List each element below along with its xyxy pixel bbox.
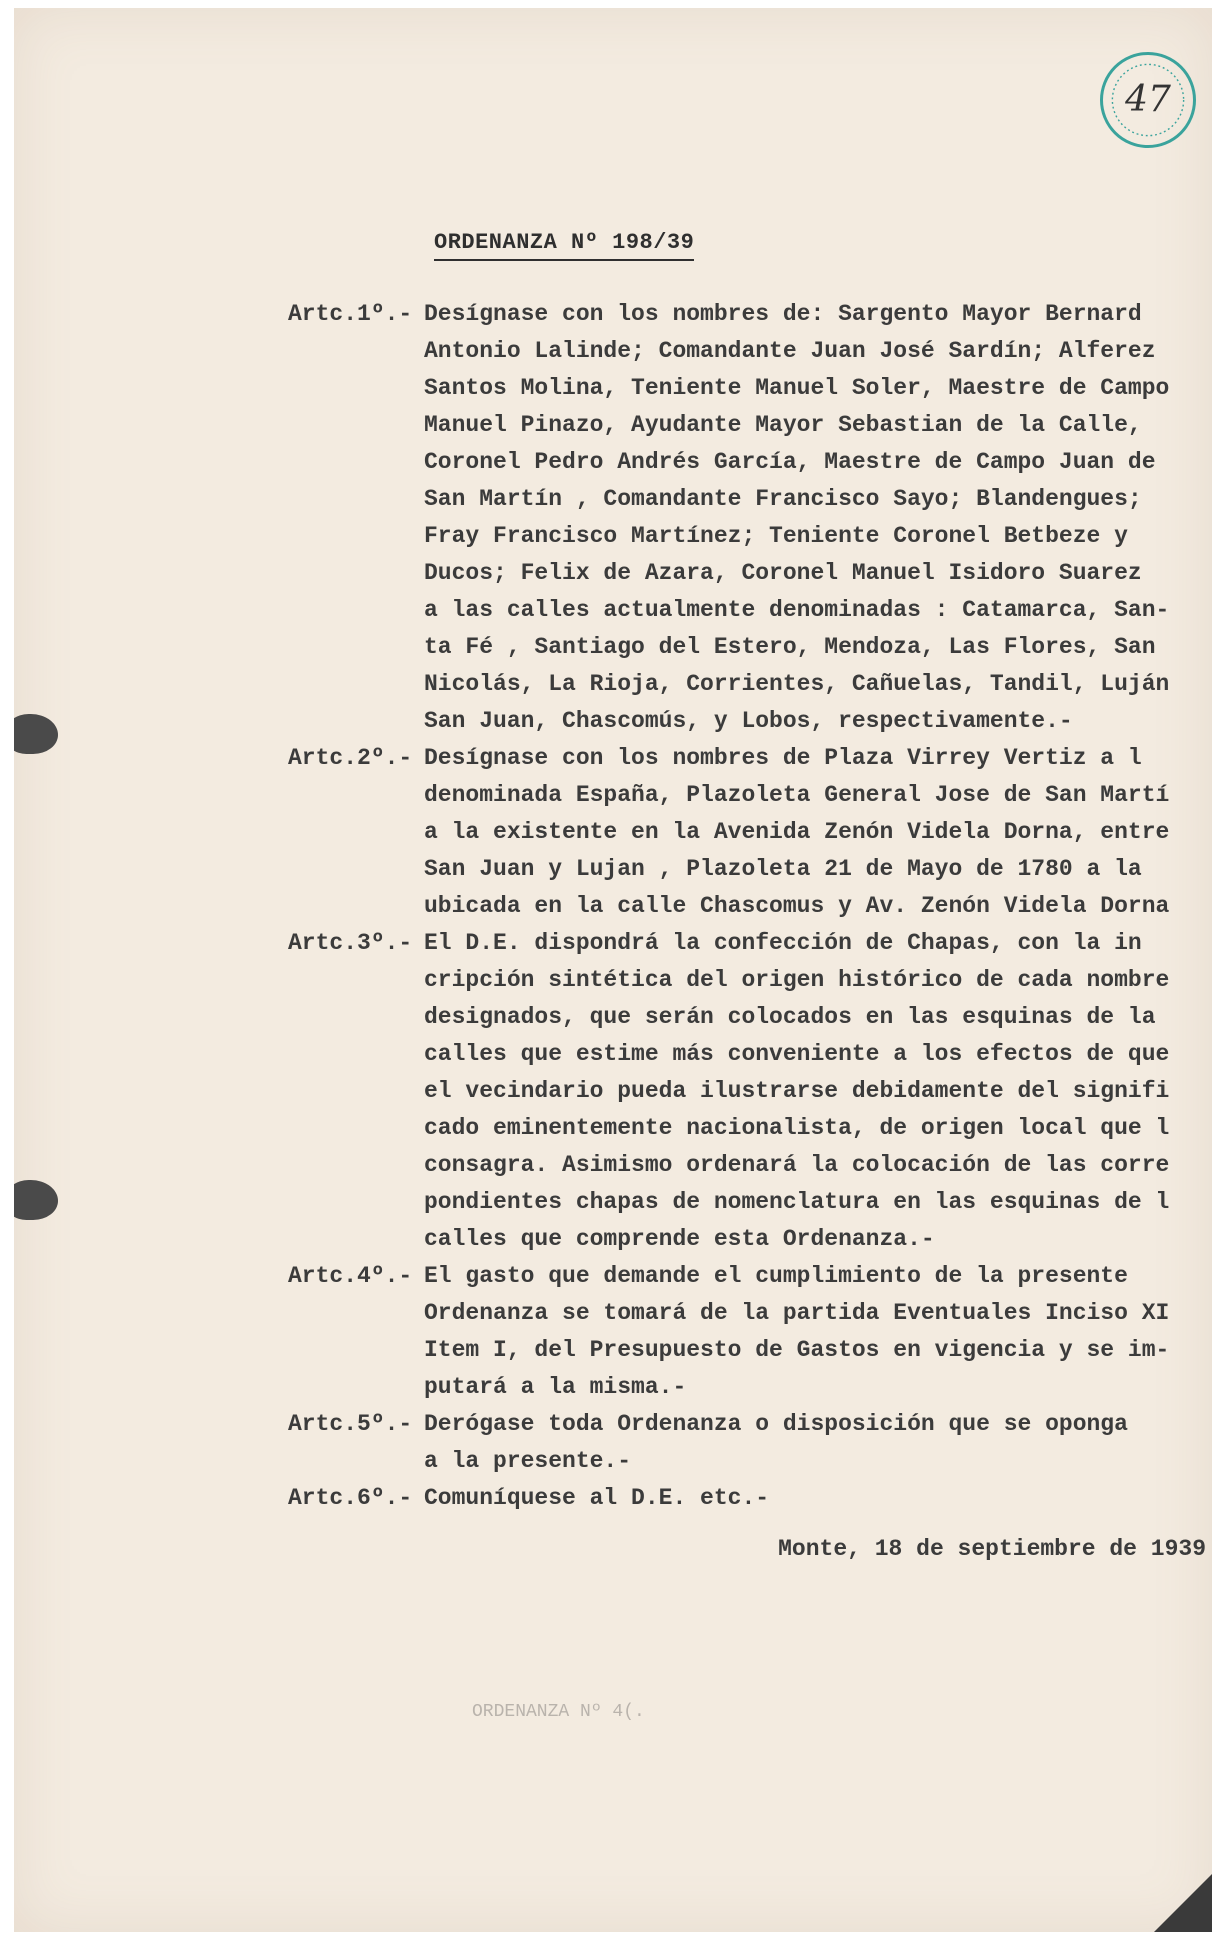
article-text xyxy=(424,1480,1212,1517)
article-line: Antonio Lalinde; Comandante Juan José Sardín; Alferez xyxy=(424,338,1156,364)
article-text xyxy=(424,925,1212,1258)
article-line: Ordenanza se tomará de la partida Eventuales Inciso XI xyxy=(424,1300,1170,1326)
article-3 xyxy=(288,925,1212,1258)
article-text xyxy=(424,296,1212,740)
article-line: Ducos; Felix de Azara, Coronel Manuel Isidoro Suarez xyxy=(424,560,1142,586)
article-line: a la existente en la Avenida Zenón Videla Dorna, entre xyxy=(424,819,1170,845)
faint-bleed-through-text: ORDENANZA Nº 4(. xyxy=(472,1702,645,1722)
article-line: Manuel Pinazo, Ayudante Mayor Sebastian de la Calle, xyxy=(424,412,1142,438)
article-line: Santos Molina, Teniente Manuel Soler, Maestre de Campo xyxy=(424,375,1170,401)
article-5 xyxy=(288,1406,1212,1480)
article-line: a las calles actualmente denominadas : Catamarca, San- xyxy=(424,597,1170,623)
article-label: Artc.1º.- xyxy=(288,301,413,327)
article-line: cado eminentemente nacionalista, de origen local que l xyxy=(424,1115,1170,1141)
article-line: Item I, del Presupuesto de Gastos en vigencia y se im- xyxy=(424,1337,1170,1363)
article-label: Artc.3º.- xyxy=(288,930,413,956)
article-line: el vecindario pueda ilustrarse debidamente del signifi xyxy=(424,1078,1170,1104)
article-label: Artc.4º.- xyxy=(288,1263,413,1289)
corner-fold xyxy=(1154,1874,1212,1932)
article-line: El D.E. dispondrá la confección de Chapas, con la in xyxy=(424,930,1142,956)
article-label: Artc.2º.- xyxy=(288,745,413,771)
article-line: Nicolás, La Rioja, Corrientes, Cañuelas, Tandil, Luján xyxy=(424,671,1170,697)
article-1 xyxy=(288,296,1212,740)
article-text xyxy=(424,1258,1212,1406)
article-line: San Juan, Chascomús, y Lobos, respectivamente.- xyxy=(424,708,1073,734)
archive-stamp xyxy=(1100,52,1196,148)
article-text xyxy=(424,1406,1212,1480)
article-line: Desígnase con los nombres de Plaza Virrey Vertiz a l xyxy=(424,745,1142,771)
article-line: Comuníquese al D.E. etc.- xyxy=(424,1485,770,1511)
article-label: Artc.5º.- xyxy=(288,1411,413,1437)
article-line: denominada España, Plazoleta General Jose de San Martí xyxy=(424,782,1170,808)
folio-number: 47 xyxy=(1125,79,1171,120)
article-line: consagra. Asimismo ordenará la colocación de las corre xyxy=(424,1152,1170,1178)
articles-body xyxy=(288,296,1212,1517)
article-line: designados, que serán colocados en las esquinas de la xyxy=(424,1004,1156,1030)
article-line: San Martín , Comandante Francisco Sayo; Blandengues; xyxy=(424,486,1142,512)
article-line: a la presente.- xyxy=(424,1448,632,1474)
punch-hole xyxy=(14,1180,58,1220)
article-line: putará a la misma.- xyxy=(424,1374,687,1400)
article-line: ubicada en la calle Chascomus y Av. Zenón Videla Dorna xyxy=(424,893,1170,919)
article-line: Fray Francisco Martínez; Teniente Coronel Betbeze y xyxy=(424,523,1128,549)
article-line: ta Fé , Santiago del Estero, Mendoza, Las Flores, San xyxy=(424,634,1156,660)
punch-hole xyxy=(14,714,58,754)
article-2 xyxy=(288,740,1212,925)
article-text xyxy=(424,740,1212,925)
place-and-date: Monte, 18 de septiembre de 1939 xyxy=(778,1536,1206,1562)
article-line: Coronel Pedro Andrés García, Maestre de Campo Juan de xyxy=(424,449,1156,475)
article-label: Artc.6º.- xyxy=(288,1485,413,1511)
document-page xyxy=(14,8,1212,1932)
ordinance-title: ORDENANZA Nº 198/39 xyxy=(434,230,694,261)
article-line: calles que comprende esta Ordenanza.- xyxy=(424,1226,935,1252)
article-line: calles que estime más conveniente a los efectos de que xyxy=(424,1041,1170,1067)
article-line: El gasto que demande el cumplimiento de la presente xyxy=(424,1263,1128,1289)
article-line: Derógase toda Ordenanza o disposición que se oponga xyxy=(424,1411,1128,1437)
article-line: cripción sintética del origen histórico de cada nombre xyxy=(424,967,1170,993)
article-line: San Juan y Lujan , Plazoleta 21 de Mayo de 1780 a la xyxy=(424,856,1142,882)
article-line: pondientes chapas de nomenclatura en las esquinas de l xyxy=(424,1189,1170,1215)
article-4 xyxy=(288,1258,1212,1406)
article-6 xyxy=(288,1480,1212,1517)
article-line: Desígnase con los nombres de: Sargento Mayor Bernard xyxy=(424,301,1142,327)
